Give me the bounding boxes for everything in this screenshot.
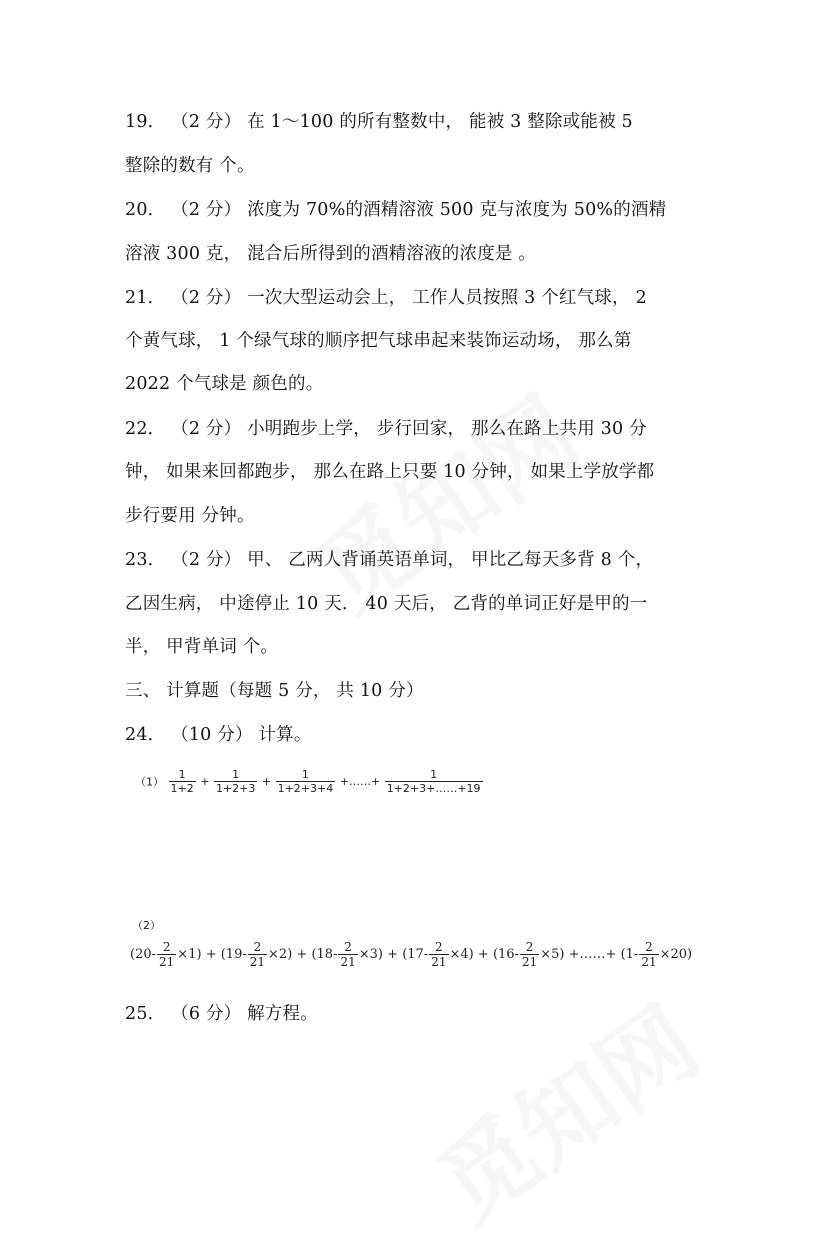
plus-sign: + bbox=[200, 775, 210, 788]
question-23-line-1: 23． （2 分） 甲、 乙两人背诵英语单词， 甲比乙每天多背 8 个， bbox=[125, 550, 654, 570]
question-25-title: 25． （6 分） 解方程。 bbox=[125, 1004, 318, 1024]
term-suffix: ×2) bbox=[268, 947, 293, 962]
denominator: 21 bbox=[159, 955, 175, 969]
question-22-line-2: 钟， 如果来回都跑步， 那么在路上只要 10 分钟， 如果上学放学都 bbox=[125, 462, 655, 482]
expression-1 bbox=[135, 768, 484, 795]
fraction bbox=[169, 768, 196, 795]
term-suffix: ×3) bbox=[358, 947, 384, 962]
question-19-line-2: 整除的数有 个。 bbox=[125, 156, 255, 176]
fraction bbox=[429, 940, 448, 969]
question-21-line-1: 21． （2 分） 一次大型运动会上， 工作人员按照 3 个红气球， 2 bbox=[125, 288, 647, 308]
denominator: 21 bbox=[521, 955, 538, 969]
numerator: 2 bbox=[435, 940, 443, 954]
denominator: 1+2+3 bbox=[215, 782, 256, 795]
numerator: 2 bbox=[162, 940, 171, 954]
question-21-line-2: 个黄气球， 1 个绿气球的顺序把气球串起来装饰运动场， 那么第 bbox=[125, 331, 632, 351]
denominator: 21 bbox=[249, 955, 266, 969]
question-21-line-3: 2022 个气球是 颜色的。 bbox=[125, 374, 324, 394]
plus-sign: + bbox=[205, 947, 217, 962]
fraction bbox=[276, 768, 336, 795]
fraction bbox=[385, 768, 483, 795]
term-suffix: ×5) bbox=[540, 947, 565, 962]
plus-sign: + bbox=[477, 947, 489, 962]
term-prefix: (16- bbox=[492, 947, 519, 962]
denominator: 1+2+3+4 bbox=[277, 782, 334, 795]
plus-sign: + bbox=[261, 775, 272, 788]
fraction bbox=[639, 940, 658, 969]
question-22-line-1: 22． （2 分） 小明跑步上学， 步行回家， 那么在路上共用 30 分 bbox=[125, 419, 647, 439]
plus-sign: + bbox=[296, 947, 308, 962]
plus-sign: + bbox=[387, 947, 399, 962]
numerator: 1 bbox=[178, 768, 186, 781]
numerator: 1 bbox=[232, 768, 240, 781]
term-prefix: (19- bbox=[220, 947, 247, 962]
numerator: 2 bbox=[253, 940, 262, 954]
term-suffix: ×1) bbox=[177, 947, 202, 962]
section-heading: 三、 计算题（每题 5 分， 共 10 分） bbox=[125, 681, 424, 701]
term-suffix: ×20) bbox=[659, 947, 693, 962]
numerator: 1 bbox=[301, 768, 309, 781]
fraction bbox=[214, 768, 257, 795]
question-23-line-3: 半， 甲背单词 个。 bbox=[125, 637, 279, 657]
question-22-line-3: 步行要用 分钟。 bbox=[125, 506, 255, 526]
numerator: 2 bbox=[525, 940, 534, 954]
denominator: 21 bbox=[340, 955, 356, 969]
watermark bbox=[407, 970, 721, 1247]
denominator: 1+2+3+……+19 bbox=[386, 782, 481, 795]
denominator: 1+2 bbox=[170, 782, 194, 795]
denominator: 21 bbox=[641, 955, 657, 969]
fraction bbox=[157, 940, 176, 969]
ellipsis: +……+ bbox=[568, 947, 617, 962]
expression-1-label: （1） bbox=[135, 775, 164, 789]
question-23-line-2: 乙因生病， 中途停止 10 天． 40 天后， 乙背的单词正好是甲的一 bbox=[125, 594, 648, 614]
fraction bbox=[248, 940, 267, 969]
expression-2 bbox=[130, 940, 692, 969]
term-prefix: (17- bbox=[402, 947, 429, 962]
term-prefix: (1- bbox=[620, 947, 639, 962]
denominator: 21 bbox=[431, 955, 447, 969]
question-20-line-1: 20． （2 分） 浓度为 70%的酒精溶液 500 克与浓度为 50%的酒精 bbox=[125, 200, 667, 220]
term-prefix: (20- bbox=[130, 947, 157, 962]
term-suffix: ×4) bbox=[449, 947, 474, 962]
expression-2-label: （2） bbox=[132, 919, 161, 932]
numerator: 1 bbox=[430, 768, 438, 781]
fraction bbox=[338, 940, 357, 969]
question-24-title: 24． （10 分） 计算。 bbox=[125, 725, 312, 745]
term-prefix: (18- bbox=[311, 947, 338, 962]
numerator: 2 bbox=[645, 940, 653, 954]
ellipsis: +……+ bbox=[339, 775, 381, 788]
fraction bbox=[520, 940, 539, 969]
question-20-line-2: 溶液 300 克， 混合后所得到的酒精溶液的浓度是 。 bbox=[125, 244, 537, 264]
question-19-line-1: 19． （2 分） 在 1～100 的所有整数中， 能被 3 整除或能被 5 bbox=[125, 112, 633, 132]
numerator: 2 bbox=[344, 940, 352, 954]
